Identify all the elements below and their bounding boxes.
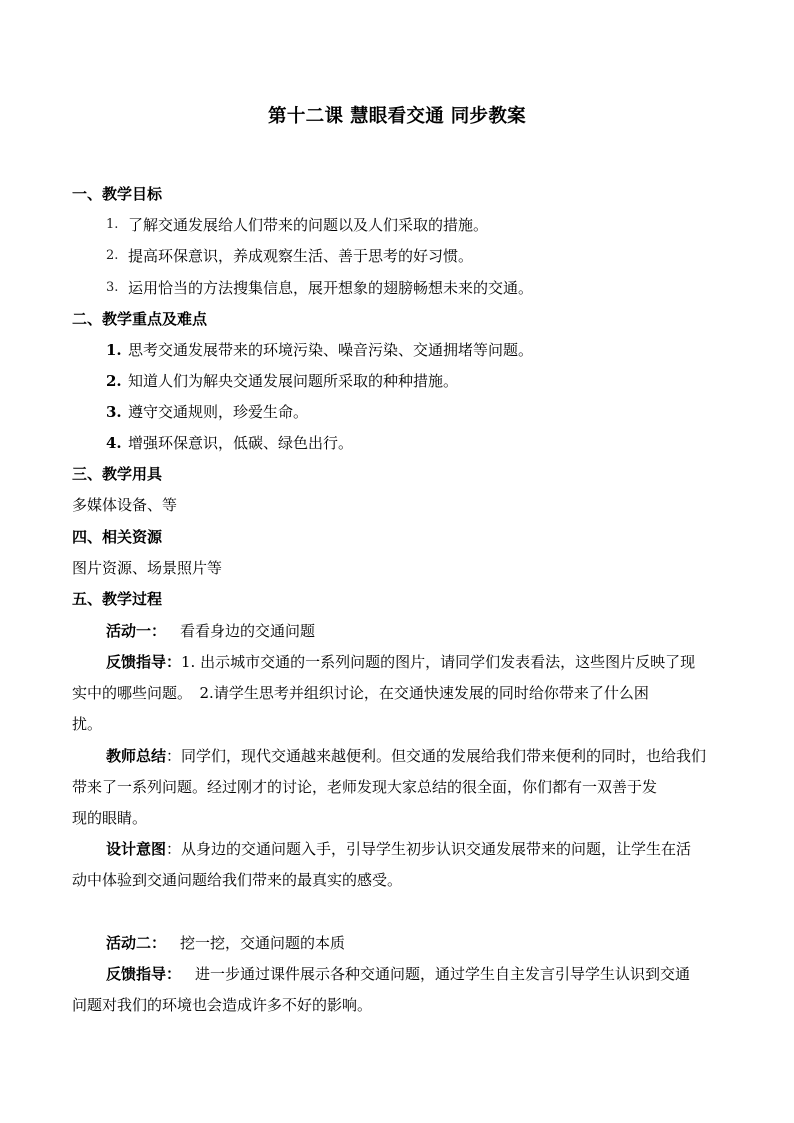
document-title: 第十二课 慧眼看交通 同步教案 xyxy=(268,106,526,127)
list-item-text: 了解交通发展给人们带来的问题以及人们采取的措施。 xyxy=(128,216,489,234)
section-heading-key-points: 二、教学重点及难点 xyxy=(72,310,208,328)
summary-line xyxy=(106,745,706,767)
section-heading-objectives: 一、教学目标 xyxy=(72,185,163,203)
list-item-text: 提高环保意识，养成观察生活、善于思考的好习惯。 xyxy=(128,247,474,265)
list-item-number: 2. xyxy=(106,248,119,263)
intent-text: 动中体验到交通问题给我们带来的最真实的感受。 xyxy=(72,871,403,889)
section-heading-process: 五、教学过程 xyxy=(72,590,163,608)
summary-text: 带来了一系列问题。经过刚才的讨论，老师发现大家总结的很全面，你们都有一双善于发 xyxy=(72,778,658,796)
list-item-number: 2. xyxy=(106,372,122,390)
feedback-line xyxy=(106,651,695,673)
feedback-label: 反馈指导： xyxy=(106,653,182,671)
summary-text: 现的眼睛。 xyxy=(72,809,148,827)
feedback-line xyxy=(106,963,690,985)
list-item-text: 运用恰当的方法搜集信息，展开想象的翅膀畅想未来的交通。 xyxy=(128,279,534,297)
feedback-text: 进一步通过课件展示各种交通问题，通过学生自主发言引导学生认识到交通 xyxy=(195,965,691,983)
feedback-text: 实中的哪些问题。 2.请学生思考并组织讨论，在交通快速发展的同时给你带来了什么困 xyxy=(72,684,649,702)
feedback-label: 反馈指导： xyxy=(106,965,182,983)
list-item-number: 3. xyxy=(106,403,122,421)
intent-line xyxy=(106,838,691,860)
feedback-text: 问题对我们的环境也会造成许多不好的影响。 xyxy=(72,996,373,1014)
section-heading-tools: 三、教学用具 xyxy=(72,465,163,483)
section-body-tools: 多媒体设备、等 xyxy=(72,496,178,514)
summary-label: 教师总结 xyxy=(106,747,167,765)
activity-one xyxy=(106,620,315,642)
list-item-text: 遵守交通规则，珍爱生命。 xyxy=(128,403,309,421)
activity-text: 看看身边的交通问题 xyxy=(180,622,316,640)
intent-text: ：从身边的交通问题入手，引导学生初步认识交通发展带来的问题，让学生在活 xyxy=(166,840,692,858)
activity-two xyxy=(106,932,345,954)
list-item-number: 3. xyxy=(106,280,119,295)
activity-text: 挖一挖，交通问题的本质 xyxy=(180,934,346,952)
summary-text: ：同学们，现代交通越来越便利。但交通的发展给我们带来便利的同时，也给我们 xyxy=(166,747,707,765)
section-heading-resources: 四、相关资源 xyxy=(72,528,163,546)
list-item-number: 1. xyxy=(106,341,122,359)
list-item-text: 增强环保意识，低碳、绿色出行。 xyxy=(128,434,354,452)
section-body-resources: 图片资源、场景照片等 xyxy=(72,559,223,577)
activity-label: 活动一： xyxy=(106,622,167,640)
activity-label: 活动二： xyxy=(106,934,167,952)
list-item-number: 1. xyxy=(106,217,119,232)
intent-label: 设计意图 xyxy=(106,840,167,858)
list-item-text: 知道人们为解央交通发展问题所采取的种种措施。 xyxy=(128,372,459,390)
feedback-text: 扰。 xyxy=(72,715,103,733)
list-item-text: 思考交通发展带来的环境污染、噪音污染、交通拥堵等问题。 xyxy=(128,341,534,359)
feedback-text: 1. 出示城市交通的一系列问题的图片，请同学们发表看法，这些图片反映了现 xyxy=(181,653,696,671)
list-item-number: 4. xyxy=(106,434,122,452)
